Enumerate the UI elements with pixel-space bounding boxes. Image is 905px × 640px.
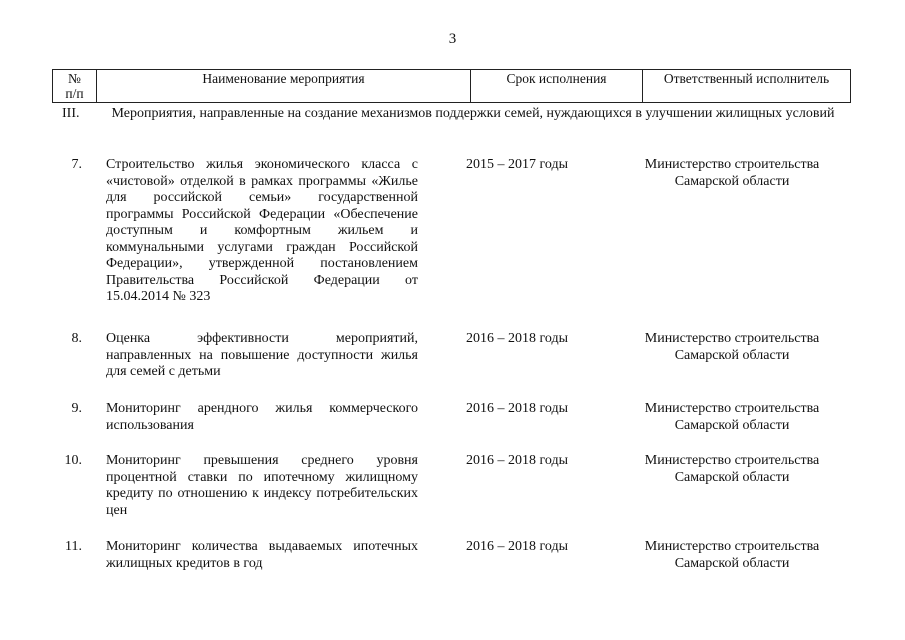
row-number: 9. (71, 401, 82, 416)
row-responsible: Министерство строительства Самарской области (644, 539, 820, 571)
row-name: Мониторинг превышения среднего уровня процентной ставки по ипотечному жилищному кредиту по отношению к индексу потребительских цен (106, 453, 418, 518)
row-number: 7. (71, 157, 82, 172)
row-responsible: Министерство строительства Самарской области (644, 157, 820, 189)
row-number: 8. (71, 331, 82, 346)
row-name: Мониторинг количества выдаваемых ипотечных жилищных кредитов в год (106, 539, 418, 571)
row-term: 2016 – 2018 годы (465, 331, 569, 346)
row-number: 11. (65, 539, 82, 554)
section-title: Мероприятия, направленные на создание механизмов поддержки семей, нуждающихся в улучшении жилищных условий (111, 106, 835, 121)
row-responsible: Министерство строительства Самарской области (644, 453, 820, 485)
row-term: 2016 – 2018 годы (465, 401, 569, 416)
row-number: 10. (64, 453, 82, 468)
header-number: № п/п (53, 70, 97, 103)
header-row (53, 70, 851, 103)
header-term: Срок исполнения (471, 70, 643, 103)
page-number: 3 (448, 31, 457, 47)
row-term: 2015 – 2017 годы (465, 157, 569, 172)
row-responsible: Министерство строительства Самарской области (644, 401, 820, 433)
row-name: Мониторинг арендного жилья коммерческого использования (106, 401, 418, 433)
row-name: Строительство жилья экономического класса с «чистовой» отделкой в рамках программы «Жилье для российской семьи» государственной программы Российской Федерации «Обеспечение доступным и комфортным жильем и коммунальными услугами граждан Российской Федерации», утвержденной постановлением Правительства Российской Федерации от 15.04.2014 № 323 (106, 157, 418, 304)
row-term: 2016 – 2018 годы (465, 453, 569, 468)
header-responsible: Ответственный исполнитель (643, 70, 851, 103)
row-term: 2016 – 2018 годы (465, 539, 569, 554)
row-name: Оценка эффективности мероприятий, направленных на повышение доступности жилья для семей с детьми (106, 331, 418, 379)
table-header (52, 69, 851, 103)
row-responsible: Министерство строительства Самарской области (644, 331, 820, 363)
header-name: Наименование мероприятия (97, 70, 471, 103)
section-number: III. (62, 106, 80, 121)
